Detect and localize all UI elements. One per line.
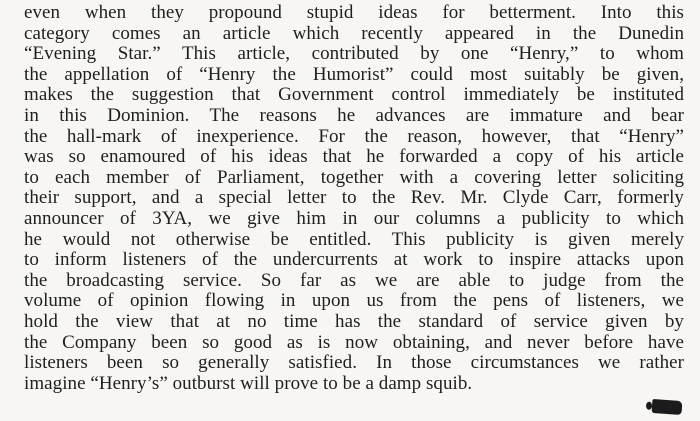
text-line-4: the appellation of “Henry the Humorist” could most suitably be given, (24, 63, 684, 85)
text-line-6: in this Dominion. The reasons he advances are immature and bear (24, 104, 684, 126)
text-line-14: the broadcasting service. So far as we are able to judge from the (24, 269, 684, 291)
text-line-11: announcer of 3YA, we give him in our columns a publicity to which (24, 207, 684, 229)
text-line-2: category comes an article which recently appeared in the Dunedin (24, 22, 684, 44)
article-paragraph (24, 3, 684, 394)
text-line-1: even when they propound stupid ideas for betterment. Into this (24, 2, 684, 23)
text-line-13: to inform listeners of the undercurrents at work to inspire attacks upon (24, 249, 684, 271)
text-line-12: he would not otherwise be entitled. This publicity is given merely (24, 228, 684, 250)
text-line-17: the Company been so good as is now obtaining, and never before have (24, 331, 684, 353)
text-line-16: hold the view that at no time has the standard of service given by (24, 310, 684, 332)
ink-blot-mark (652, 399, 683, 415)
text-line-7: the hall-mark of inexperience. For the reason, however, that “Henry” (24, 125, 684, 147)
text-line-9: to each member of Parliament, together with a covering letter soliciting (24, 166, 684, 188)
text-line-10: their support, and a special letter to the Rev. Mr. Clyde Carr, formerly (24, 187, 684, 209)
text-line-18: listeners been so generally satisfied. In those circumstances we rather (24, 352, 684, 374)
text-line-8: was so enamoured of his ideas that he forwarded a copy of his article (24, 146, 684, 168)
text-line-3: “Evening Star.” This article, contributed by one “Henry,” to whom (24, 43, 684, 65)
text-line-19: imagine “Henry’s” outburst will prove to be a damp squib. (24, 372, 473, 394)
text-line-5: makes the suggestion that Government control immediately be instituted (24, 84, 684, 106)
text-line-15: volume of opinion flowing in upon us from the pens of listeners, we (24, 290, 684, 312)
